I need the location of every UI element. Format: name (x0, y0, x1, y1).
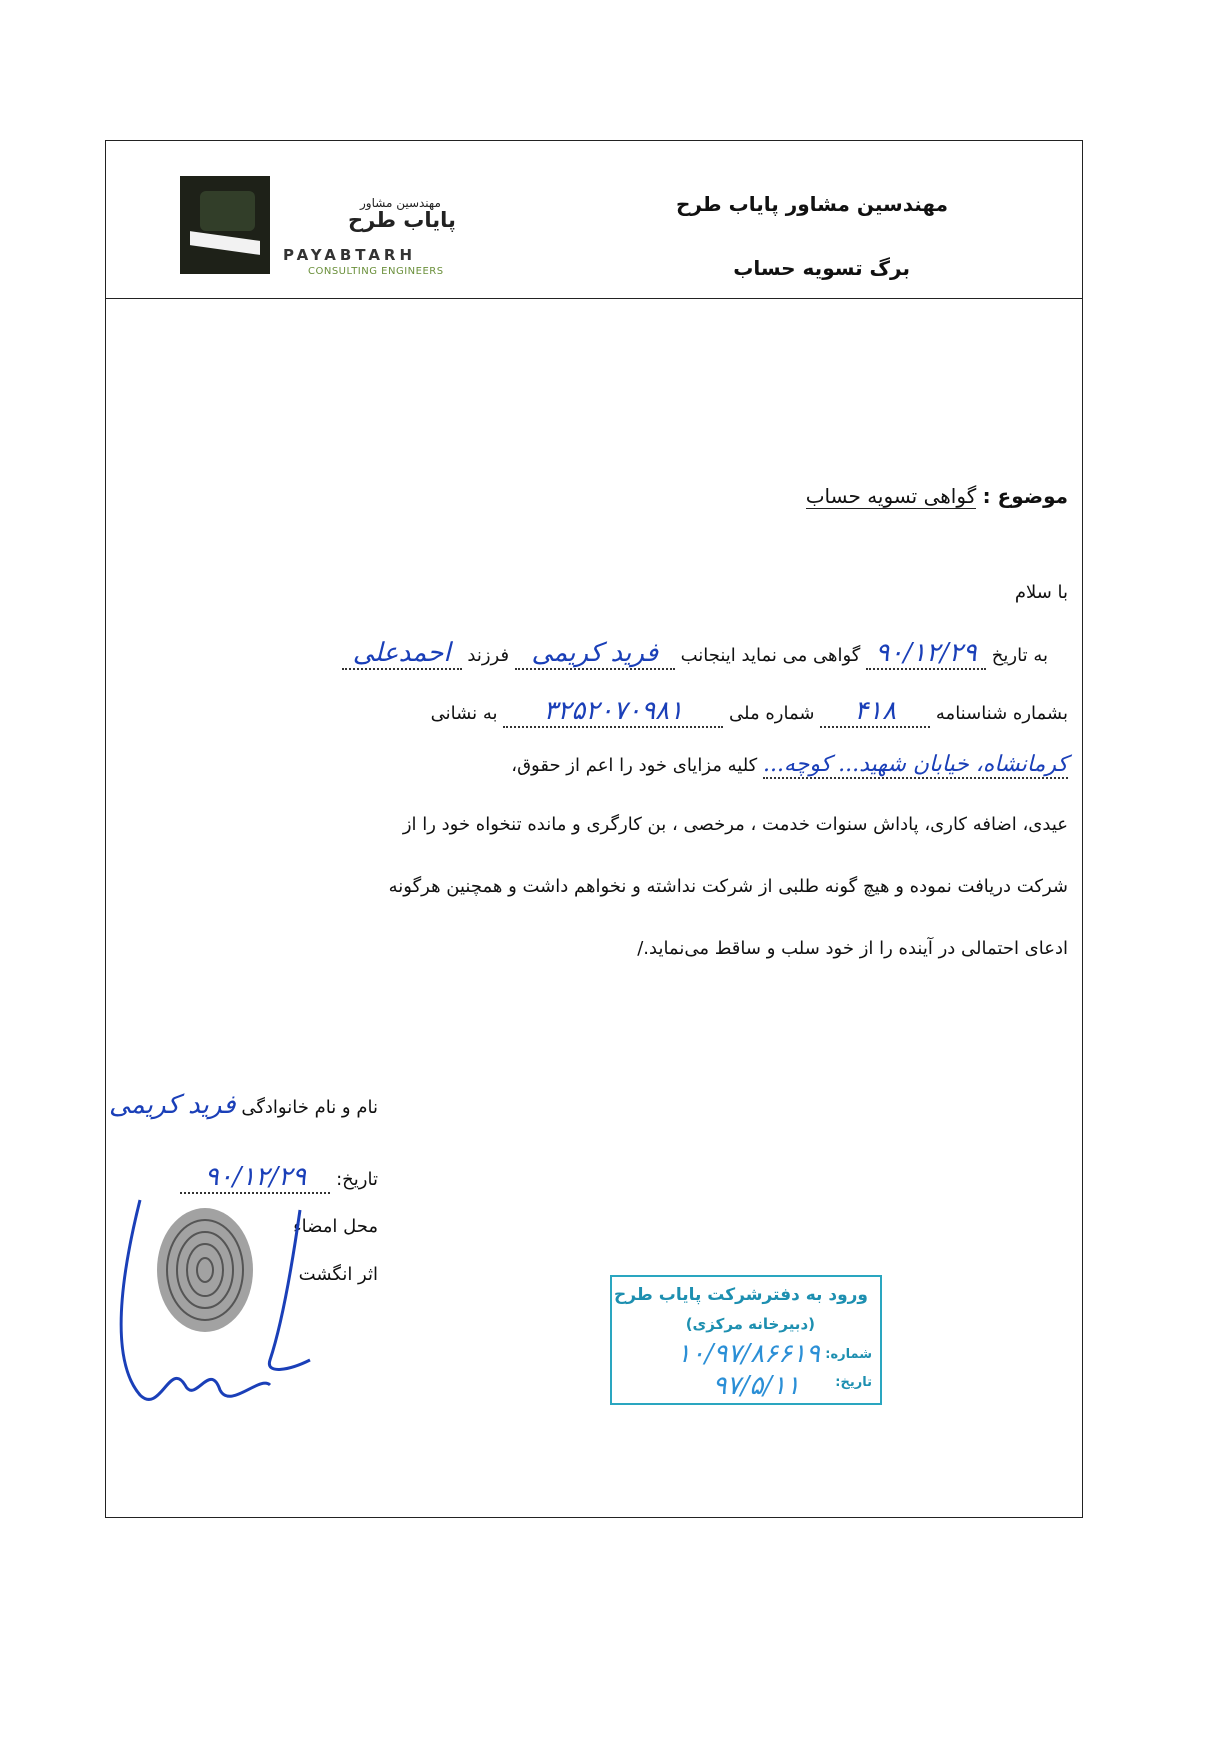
company-logo (180, 176, 270, 274)
body-line-4: عیدی، اضافه کاری، پاداش سنوات خدمت ، مرخصی ، بن کارگری و مانده تنخواه خود را از (402, 814, 1068, 835)
handwritten-id-number: ۴۱۸ (820, 696, 930, 728)
body-line-5: شرکت دریافت نموده و هیچ گونه طلبی از شرکت نداشته و نخواهم داشت و همچنین هرگونه (388, 876, 1068, 897)
text-id-label: بشماره شناسنامه (935, 703, 1068, 724)
stamp-number-label: شماره: (825, 1347, 872, 1362)
name-label: نام و نام خانوادگی (241, 1097, 378, 1118)
logo-glow (200, 191, 255, 231)
stamp-date-value: ۹۷/۵/۱۱ (712, 1371, 800, 1401)
text-benefits: کلیه مزایای خود را اعم از حقوق، (511, 755, 758, 776)
company-name: مهندسین مشاور پایاب طرح (675, 192, 948, 216)
logo-text-fa: پایاب طرح (348, 208, 456, 232)
greeting: با سلام (1014, 582, 1068, 603)
logo-text-en: PAYABTARH (283, 246, 417, 264)
handwritten-date: ۹۰/۱۲/۲۹ (866, 638, 986, 670)
fingerprint-icon (157, 1208, 253, 1332)
fingerprint-label: اثر انگشت (298, 1264, 378, 1285)
logo-stripe (190, 231, 260, 255)
body-line-2 (431, 696, 1068, 728)
header-divider (105, 298, 1083, 299)
stamp-number-value: ۱۰/۹۷/۸۶۶۱۹ (676, 1339, 820, 1369)
stamp-subtitle: (دبیرخانه مرکزی) (685, 1315, 815, 1333)
receipt-stamp (610, 1275, 882, 1405)
name-field (109, 1090, 378, 1120)
handwritten-national-number: ۳۲۵۲۰۷۰۹۸۱ (503, 696, 723, 728)
signature-and-fingerprint (100, 1160, 340, 1420)
body-line-6: ادعای احتمالی در آینده را از خود سلب و ساقط می‌نماید./ (637, 938, 1068, 959)
logo-subtitle: CONSULTING ENGINEERS (308, 266, 444, 277)
body-line-1 (342, 638, 1048, 670)
text-child-of: فرزند (467, 645, 510, 666)
text-date-prefix: به تاریخ (991, 645, 1048, 666)
subject-label: موضوع : (982, 484, 1068, 508)
signature-stroke-2 (269, 1210, 310, 1369)
date-label: تاریخ: (336, 1169, 378, 1190)
stamp-title: ورود به دفترشرکت پایاب طرح (613, 1285, 868, 1305)
sign-place-label: محل امضاء (293, 1216, 378, 1237)
subject-value: گواهی تسویه حساب (805, 484, 977, 508)
text-certify: گواهی می نماید اینجانب (680, 645, 861, 666)
handwritten-address: کرمانشاه، خیابان شهید... کوچه... (762, 752, 1068, 777)
subject-line (806, 484, 1068, 508)
handwritten-father: احمدعلی (342, 638, 462, 670)
body-line-3 (511, 752, 1068, 779)
handwritten-name: فرید کریمی (515, 638, 675, 670)
stamp-date-label: تاریخ: (835, 1375, 872, 1390)
form-title: برگ تسویه حساب (733, 256, 910, 280)
handwritten-signer-name: فرید کریمی (109, 1090, 236, 1120)
text-national-label: شماره ملی (729, 703, 815, 724)
handwritten-sign-date: ۹۰/۱۲/۲۹ (180, 1162, 330, 1194)
text-address-label: به نشانی (430, 703, 498, 724)
logo-text-top: مهندسین مشاور (360, 196, 441, 210)
